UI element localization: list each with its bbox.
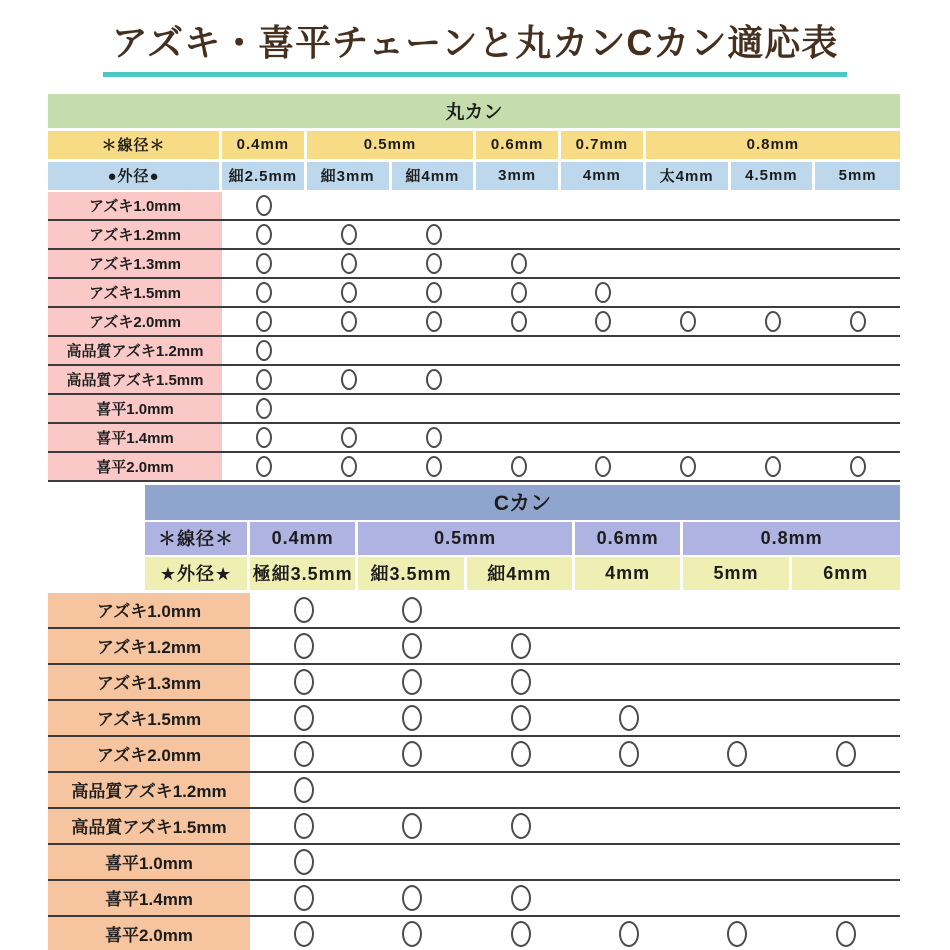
wire-diameter-group-cell: 0.5mm	[358, 522, 575, 555]
chain-row-label: 高品質アズキ1.2mm	[48, 337, 222, 364]
wire-diameter-group-cell: 0.4mm	[222, 131, 307, 159]
circle-mark	[341, 427, 357, 448]
mark-cell	[250, 917, 358, 950]
mark-cell	[561, 424, 646, 451]
mark-cell	[307, 308, 392, 335]
mark-cell	[792, 593, 900, 627]
title-wrap	[0, 20, 950, 77]
circle-mark	[765, 456, 781, 477]
mark-cell	[792, 809, 900, 843]
circle-mark	[294, 597, 314, 623]
mark-cell	[815, 279, 900, 306]
circle-mark	[294, 777, 314, 803]
outer-diameter-col-cell: 4mm	[575, 557, 683, 590]
circle-mark	[341, 253, 357, 274]
chain-row	[48, 192, 900, 221]
mark-cell	[815, 366, 900, 393]
mark-cell	[646, 366, 731, 393]
circle-mark	[595, 282, 611, 303]
mark-cell	[476, 337, 561, 364]
mark-cell	[250, 593, 358, 627]
chain-row-label: 喜平1.0mm	[48, 845, 250, 879]
outer-diameter-label-cell: ●外径●	[48, 162, 222, 190]
mark-cell	[792, 773, 900, 807]
chain-row	[48, 737, 900, 773]
outer-diameter-col-cell: 4mm	[561, 162, 646, 190]
outer-diameter-row	[48, 162, 900, 190]
chain-row-label: アズキ1.3mm	[48, 665, 250, 699]
mark-cell	[646, 250, 731, 277]
table-title-bar: Cカン	[145, 485, 900, 520]
outer-diameter-col-cell: 細3.5mm	[358, 557, 466, 590]
chain-row-label: 喜平2.0mm	[48, 453, 222, 480]
mark-cell	[683, 809, 791, 843]
outer-diameter-col-cell: 極細3.5mm	[250, 557, 358, 590]
mark-cell	[731, 424, 816, 451]
wire-diameter-group-cell: 0.4mm	[250, 522, 358, 555]
circle-mark	[256, 195, 272, 216]
circle-mark	[256, 282, 272, 303]
circle-mark	[836, 921, 856, 947]
outer-diameter-col-cell: 細2.5mm	[222, 162, 307, 190]
circle-mark	[402, 921, 422, 947]
mark-cell	[222, 395, 307, 422]
chain-row-label: アズキ1.2mm	[48, 221, 222, 248]
mark-cell	[358, 809, 466, 843]
mark-cell	[358, 737, 466, 771]
circle-mark	[256, 224, 272, 245]
circle-mark	[511, 921, 531, 947]
mark-cell	[467, 701, 575, 735]
circle-mark	[256, 253, 272, 274]
mark-cell	[792, 881, 900, 915]
circle-mark	[294, 669, 314, 695]
circle-mark	[402, 669, 422, 695]
mark-cell	[392, 308, 477, 335]
mark-cell	[731, 221, 816, 248]
chain-row	[48, 629, 900, 665]
mark-cell	[792, 701, 900, 735]
mark-cell	[575, 917, 683, 950]
mark-cell	[683, 629, 791, 663]
circle-mark	[402, 705, 422, 731]
mark-cell	[815, 192, 900, 219]
circle-mark	[426, 311, 442, 332]
mark-cell	[222, 308, 307, 335]
mark-cell	[683, 917, 791, 950]
mark-cell	[575, 809, 683, 843]
chain-row-label: アズキ1.0mm	[48, 192, 222, 219]
wire-diameter-row	[145, 522, 900, 555]
circle-mark	[294, 885, 314, 911]
circle-mark	[341, 311, 357, 332]
mark-cell	[476, 279, 561, 306]
mark-cell	[307, 453, 392, 480]
chain-row-label: アズキ1.5mm	[48, 279, 222, 306]
mark-cell	[222, 366, 307, 393]
mark-cell	[392, 221, 477, 248]
circle-mark	[511, 705, 531, 731]
wire-diameter-group-cell: 0.5mm	[307, 131, 477, 159]
mark-cell	[815, 221, 900, 248]
mark-cell	[307, 221, 392, 248]
chain-row-label: アズキ1.5mm	[48, 701, 250, 735]
circle-mark	[727, 741, 747, 767]
mark-cell	[683, 773, 791, 807]
mark-cell	[358, 593, 466, 627]
circle-mark	[256, 427, 272, 448]
mark-cell	[250, 737, 358, 771]
mark-cell	[815, 395, 900, 422]
chain-row-label: 喜平1.4mm	[48, 881, 250, 915]
circle-mark	[511, 741, 531, 767]
outer-diameter-col-cell: 細4mm	[392, 162, 477, 190]
mark-cell	[222, 337, 307, 364]
circle-mark	[426, 253, 442, 274]
mark-cell	[307, 366, 392, 393]
mark-cell	[731, 308, 816, 335]
mark-cell	[792, 629, 900, 663]
circle-mark	[619, 741, 639, 767]
mark-cell	[815, 453, 900, 480]
circle-mark	[341, 282, 357, 303]
mark-cell	[476, 308, 561, 335]
mark-cell	[683, 845, 791, 879]
circle-mark	[426, 427, 442, 448]
mark-cell	[683, 881, 791, 915]
circle-mark	[402, 597, 422, 623]
mark-cell	[792, 737, 900, 771]
page-title: アズキ・喜平チェーンと丸カンCカン適応表	[103, 20, 848, 77]
chain-row	[48, 593, 900, 629]
mark-cell	[731, 279, 816, 306]
mark-cell	[731, 366, 816, 393]
mark-cell	[358, 845, 466, 879]
chain-row	[48, 366, 900, 395]
mark-cell	[358, 917, 466, 950]
chain-row-label: 喜平1.0mm	[48, 395, 222, 422]
mark-cell	[731, 453, 816, 480]
mark-cell	[561, 250, 646, 277]
circle-mark	[850, 456, 866, 477]
circle-mark	[294, 849, 314, 875]
mark-cell	[222, 453, 307, 480]
mark-cell	[792, 917, 900, 950]
chain-row-label: アズキ2.0mm	[48, 308, 222, 335]
mark-cell	[815, 424, 900, 451]
mark-cell	[731, 250, 816, 277]
chain-row	[48, 773, 900, 809]
mark-cell	[222, 250, 307, 277]
mark-cell	[358, 701, 466, 735]
mark-cell	[467, 629, 575, 663]
mark-cell	[476, 192, 561, 219]
circle-mark	[511, 456, 527, 477]
circle-mark	[341, 456, 357, 477]
mark-cell	[467, 773, 575, 807]
chain-row-label: 喜平1.4mm	[48, 424, 222, 451]
outer-diameter-col-cell: 6mm	[792, 557, 900, 590]
mark-cell	[561, 395, 646, 422]
circle-mark	[680, 456, 696, 477]
circle-mark	[402, 741, 422, 767]
chain-row	[48, 453, 900, 482]
chain-row	[48, 279, 900, 308]
chain-row-label: 高品質アズキ1.5mm	[48, 809, 250, 843]
mark-cell	[250, 845, 358, 879]
mark-cell	[683, 665, 791, 699]
outer-diameter-label-cell: ★外径★	[145, 557, 250, 590]
mark-cell	[222, 221, 307, 248]
wire-diameter-group-cell: 0.8mm	[683, 522, 900, 555]
circle-mark	[680, 311, 696, 332]
circle-mark	[426, 369, 442, 390]
mark-cell	[250, 809, 358, 843]
outer-diameter-col-cell: 4.5mm	[731, 162, 816, 190]
mark-cell	[646, 192, 731, 219]
chain-row-label: アズキ1.3mm	[48, 250, 222, 277]
mark-cell	[250, 881, 358, 915]
chain-row	[48, 424, 900, 453]
outer-diameter-col-cell: 細3mm	[307, 162, 392, 190]
mark-cell	[731, 337, 816, 364]
circle-mark	[294, 741, 314, 767]
mark-cell	[646, 424, 731, 451]
chain-row	[48, 308, 900, 337]
mark-cell	[575, 593, 683, 627]
wire-diameter-label-cell: ＊線径＊	[145, 522, 250, 555]
chain-row	[48, 665, 900, 701]
mark-cell	[561, 221, 646, 248]
mark-cell	[307, 279, 392, 306]
mark-cell	[476, 395, 561, 422]
mark-cell	[575, 773, 683, 807]
mark-cell	[467, 737, 575, 771]
mark-cell	[561, 453, 646, 480]
mark-cell	[358, 773, 466, 807]
chain-row	[48, 337, 900, 366]
circle-mark	[836, 741, 856, 767]
mark-cell	[683, 593, 791, 627]
mark-cell	[731, 192, 816, 219]
circle-mark	[426, 456, 442, 477]
mark-cell	[250, 629, 358, 663]
chain-row-label: 高品質アズキ1.5mm	[48, 366, 222, 393]
circle-mark	[341, 369, 357, 390]
chain-row-label: アズキ1.0mm	[48, 593, 250, 627]
chain-row	[48, 250, 900, 279]
wire-diameter-group-cell: 0.6mm	[476, 131, 561, 159]
mark-cell	[575, 845, 683, 879]
wire-diameter-group-cell: 0.6mm	[575, 522, 683, 555]
mark-cell	[392, 337, 477, 364]
mark-cell	[392, 453, 477, 480]
mark-cell	[792, 845, 900, 879]
outer-diameter-row	[145, 557, 900, 590]
mark-cell	[646, 221, 731, 248]
wire-diameter-group-cell: 0.7mm	[561, 131, 646, 159]
circle-mark	[402, 885, 422, 911]
mark-cell	[646, 279, 731, 306]
outer-diameter-col-cell: 3mm	[476, 162, 561, 190]
mark-cell	[467, 845, 575, 879]
mark-cell	[646, 395, 731, 422]
chain-row	[48, 701, 900, 737]
mark-cell	[815, 308, 900, 335]
circle-mark	[595, 456, 611, 477]
circle-mark	[727, 921, 747, 947]
mark-cell	[646, 337, 731, 364]
mark-cell	[575, 665, 683, 699]
mark-cell	[307, 250, 392, 277]
mark-cell	[307, 337, 392, 364]
circle-mark	[402, 633, 422, 659]
mark-cell	[392, 250, 477, 277]
ckan-table	[48, 485, 900, 950]
circle-mark	[511, 885, 531, 911]
circle-mark	[294, 633, 314, 659]
mark-cell	[683, 737, 791, 771]
chain-row	[48, 395, 900, 424]
circle-mark	[256, 340, 272, 361]
circle-mark	[294, 813, 314, 839]
circle-mark	[341, 224, 357, 245]
circle-mark	[256, 369, 272, 390]
mark-cell	[392, 279, 477, 306]
marukan-table	[48, 94, 900, 482]
mark-cell	[392, 366, 477, 393]
mark-cell	[358, 881, 466, 915]
mark-cell	[222, 424, 307, 451]
mark-cell	[476, 221, 561, 248]
mark-cell	[561, 366, 646, 393]
mark-cell	[467, 809, 575, 843]
chain-row-label: アズキ1.2mm	[48, 629, 250, 663]
mark-cell	[467, 917, 575, 950]
mark-cell	[358, 665, 466, 699]
mark-cell	[561, 308, 646, 335]
chain-row	[48, 809, 900, 845]
circle-mark	[595, 311, 611, 332]
mark-cell	[476, 453, 561, 480]
mark-cell	[575, 701, 683, 735]
mark-cell	[815, 250, 900, 277]
circle-mark	[294, 921, 314, 947]
circle-mark	[402, 813, 422, 839]
mark-cell	[683, 701, 791, 735]
outer-diameter-col-cell: 5mm	[815, 162, 900, 190]
circle-mark	[426, 282, 442, 303]
mark-cell	[307, 424, 392, 451]
outer-diameter-col-cell: 細4mm	[467, 557, 575, 590]
circle-mark	[765, 311, 781, 332]
mark-cell	[476, 424, 561, 451]
outer-diameter-col-cell: 太4mm	[646, 162, 731, 190]
mark-cell	[815, 337, 900, 364]
mark-cell	[250, 773, 358, 807]
circle-mark	[511, 813, 531, 839]
circle-mark	[511, 282, 527, 303]
mark-cell	[307, 192, 392, 219]
circle-mark	[511, 311, 527, 332]
circle-mark	[619, 705, 639, 731]
chain-row-label: アズキ2.0mm	[48, 737, 250, 771]
mark-cell	[222, 192, 307, 219]
mark-cell	[575, 881, 683, 915]
mark-cell	[392, 192, 477, 219]
mark-cell	[575, 629, 683, 663]
mark-cell	[731, 395, 816, 422]
mark-cell	[392, 395, 477, 422]
mark-cell	[476, 250, 561, 277]
mark-cell	[476, 366, 561, 393]
wire-diameter-group-cell: 0.8mm	[646, 131, 900, 159]
circle-mark	[511, 253, 527, 274]
circle-mark	[850, 311, 866, 332]
chain-row-label: 高品質アズキ1.2mm	[48, 773, 250, 807]
circle-mark	[426, 224, 442, 245]
mark-cell	[307, 395, 392, 422]
chain-row	[48, 881, 900, 917]
mark-cell	[646, 453, 731, 480]
mark-cell	[467, 665, 575, 699]
wire-diameter-label-cell: ＊線径＊	[48, 131, 222, 159]
circle-mark	[294, 705, 314, 731]
outer-diameter-col-cell: 5mm	[683, 557, 791, 590]
circle-mark	[256, 456, 272, 477]
mark-cell	[575, 737, 683, 771]
circle-mark	[256, 398, 272, 419]
mark-cell	[250, 701, 358, 735]
wire-diameter-row	[48, 131, 900, 159]
circle-mark	[256, 311, 272, 332]
mark-cell	[561, 279, 646, 306]
mark-cell	[561, 337, 646, 364]
mark-cell	[222, 279, 307, 306]
chain-row-label: 喜平2.0mm	[48, 917, 250, 950]
circle-mark	[511, 669, 531, 695]
mark-cell	[561, 192, 646, 219]
chain-row	[48, 917, 900, 950]
mark-cell	[358, 629, 466, 663]
mark-cell	[392, 424, 477, 451]
mark-cell	[467, 881, 575, 915]
chain-row	[48, 221, 900, 250]
chain-row	[48, 845, 900, 881]
table-title-bar: 丸カン	[48, 94, 900, 128]
mark-cell	[792, 665, 900, 699]
mark-cell	[250, 665, 358, 699]
mark-cell	[467, 593, 575, 627]
circle-mark	[511, 633, 531, 659]
circle-mark	[619, 921, 639, 947]
mark-cell	[646, 308, 731, 335]
